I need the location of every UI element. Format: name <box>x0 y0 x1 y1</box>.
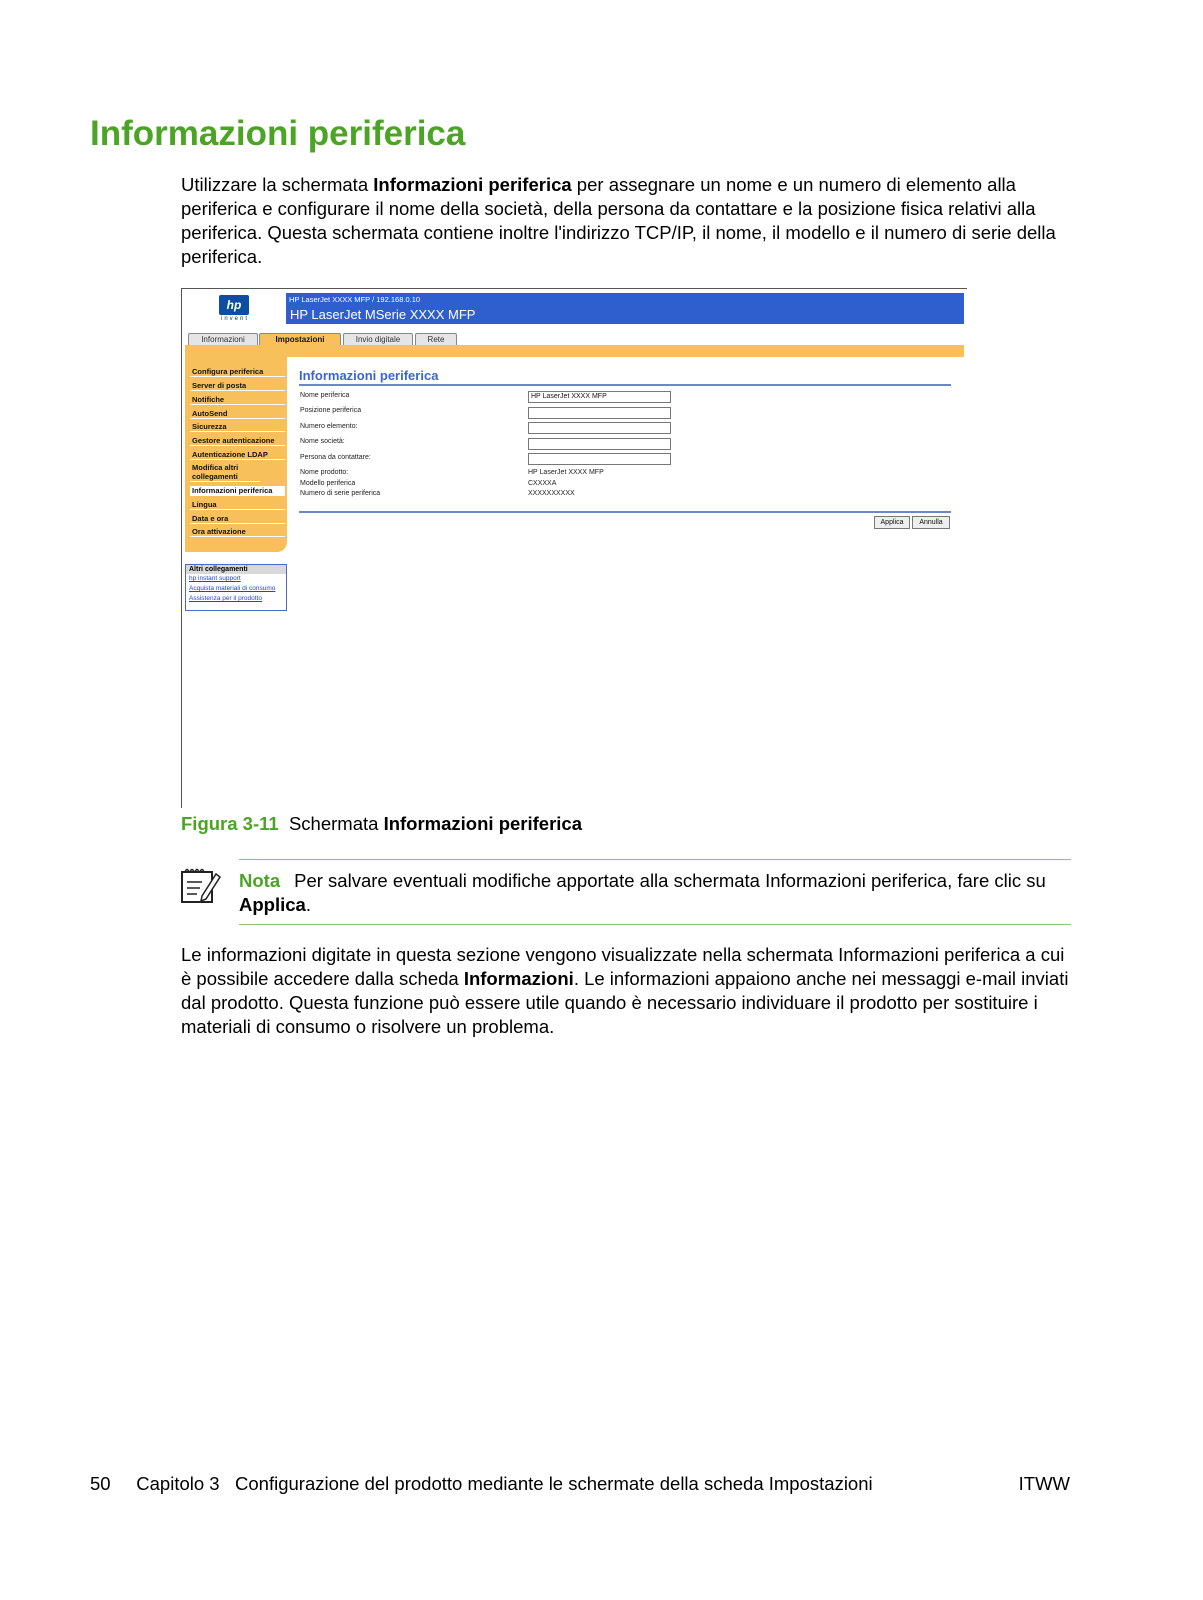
para2-text-1: Le informazioni digitate in questa sezione vengono visualizzate nella schermata Informazioni periferica a cui è possibile accedere dalla scheda <box>181 944 1065 989</box>
header-subtitle: HP LaserJet XXXX MFP / 192.168.0.10 <box>289 295 421 304</box>
footer-right: ITWW <box>1018 1473 1070 1494</box>
intro-text-2: per assegnare un nome e un numero di elemento alla periferica e configurare il nome della società, della persona da contattare e la posizione fisica relativi alla periferica. Questa schermata contiene inoltre l'indirizzo TCP/IP, il nome, il modello e il numero di serie della periferica. <box>181 174 1056 267</box>
sidebar-item-lingua[interactable]: Lingua <box>190 500 285 510</box>
tab-invio-digitale[interactable]: Invio digitale <box>343 333 413 346</box>
sidebar-item-informazioni-periferica[interactable]: Informazioni periferica <box>190 486 285 496</box>
sidebar-item-autenticazione-ldap[interactable]: Autenticazione LDAP <box>190 450 285 460</box>
sidebar-item-ora-attivazione[interactable]: Ora attivazione <box>190 527 285 537</box>
note-label: Nota <box>239 870 281 891</box>
info-label-numero-serie: Numero di serie periferica <box>300 490 381 497</box>
info-value-numero-serie: XXXXXXXXXX <box>528 490 575 497</box>
field-label-nome-societa: Nome società: <box>300 438 345 445</box>
header-banner <box>286 293 964 324</box>
sidebar-item-data-ora[interactable]: Data e ora <box>190 514 285 524</box>
tab-rete[interactable]: Rete <box>415 333 457 346</box>
header-title: HP LaserJet MSerie XXXX MFP <box>290 307 476 322</box>
persona-contatto-input[interactable] <box>528 453 671 465</box>
field-label-posizione: Posizione periferica <box>300 407 362 414</box>
sidebar-item-autosend[interactable]: AutoSend <box>190 409 285 419</box>
nome-societa-input[interactable] <box>528 438 671 450</box>
numero-elemento-input[interactable] <box>528 422 671 434</box>
other-links-box <box>185 564 287 611</box>
title-rule <box>299 384 951 386</box>
para2-text-2: . Le informazioni appaiono anche nei messaggi e-mail inviati dal prodotto. Questa funzione può essere utile quando è necessario individuare il prodotto per sostituire i materiali di consumo o risolvere un problema. <box>181 968 1069 1037</box>
info-value-nome-prodotto: HP LaserJet XXXX MFP <box>528 469 604 476</box>
para2-bold: Informazioni <box>463 968 574 989</box>
cancel-button[interactable]: Annulla <box>912 516 950 529</box>
note-top-rule <box>239 859 1071 860</box>
page-title: Informazioni periferica <box>90 114 466 153</box>
sidebar-item-gestore-autenticazione[interactable]: Gestore autenticazione <box>190 436 285 446</box>
posizione-input[interactable] <box>528 407 671 419</box>
page-footer <box>90 1473 1070 1495</box>
tab-informazioni[interactable]: Informazioni <box>188 333 258 346</box>
tab-impostazioni[interactable]: Impostazioni <box>259 333 341 347</box>
sidebar-item-modifica-collegamenti[interactable]: Modifica altri collegamenti <box>190 463 260 482</box>
screenshot-figure <box>181 288 967 808</box>
content-title: Informazioni periferica <box>299 368 439 383</box>
tab-strip-bar <box>185 345 964 357</box>
sidebar-item-server-posta[interactable]: Server di posta <box>190 381 285 391</box>
link-acquista-materiali[interactable]: Acquista materiali di consumo <box>189 585 276 592</box>
info-label-nome-prodotto: Nome prodotto: <box>300 469 349 476</box>
note-bold: Applica <box>239 894 306 915</box>
caption-text: Schermata <box>288 813 384 834</box>
link-hp-instant-support[interactable]: hp instant support <box>189 575 241 582</box>
apply-button[interactable]: Applica <box>874 516 910 529</box>
info-label-modello: Modello periferica <box>300 480 356 487</box>
intro-paragraph <box>181 173 1076 269</box>
note-text: Per salvare eventuali modifiche apportate alla schermata Informazioni periferica, fare clic su <box>294 870 1046 891</box>
note-bottom-rule <box>239 924 1071 925</box>
link-assistenza-prodotto[interactable]: Assistenza per il prodotto <box>189 595 262 602</box>
figure-number: Figura 3-11 <box>181 813 279 834</box>
caption-bold: Informazioni periferica <box>383 813 582 834</box>
footer-chapter-title: Configurazione del prodotto mediante le schermate della scheda Impostazioni <box>235 1473 873 1494</box>
footer-chapter: Capitolo 3 <box>136 1473 220 1494</box>
figure-caption <box>181 813 582 835</box>
sidebar-item-sicurezza[interactable]: Sicurezza <box>190 422 285 432</box>
nome-periferica-input[interactable]: HP LaserJet XXXX MFP <box>528 391 671 403</box>
field-label-numero-elemento: Numero elemento: <box>300 423 358 430</box>
note-block <box>239 869 1079 917</box>
hp-logo-tagline: invent <box>220 316 249 322</box>
other-links-header: Altri collegamenti <box>186 565 286 574</box>
field-label-persona-contatto: Persona da contattare: <box>300 454 371 461</box>
intro-bold: Informazioni periferica <box>373 174 572 195</box>
settings-sidebar <box>185 357 287 552</box>
hp-logo: hp <box>219 295 249 315</box>
sidebar-item-configura-periferica[interactable]: Configura periferica <box>190 367 285 377</box>
intro-text-1: Utilizzare la schermata <box>181 174 374 195</box>
field-label-nome-periferica: Nome periferica <box>300 392 350 399</box>
body-paragraph <box>181 943 1076 1039</box>
note-icon <box>180 866 222 911</box>
note-end: . <box>305 894 311 915</box>
sidebar-item-notifiche[interactable]: Notifiche <box>190 395 285 405</box>
form-rule <box>299 511 951 513</box>
info-value-modello: CXXXXA <box>528 480 557 487</box>
page-number: 50 <box>90 1473 111 1494</box>
